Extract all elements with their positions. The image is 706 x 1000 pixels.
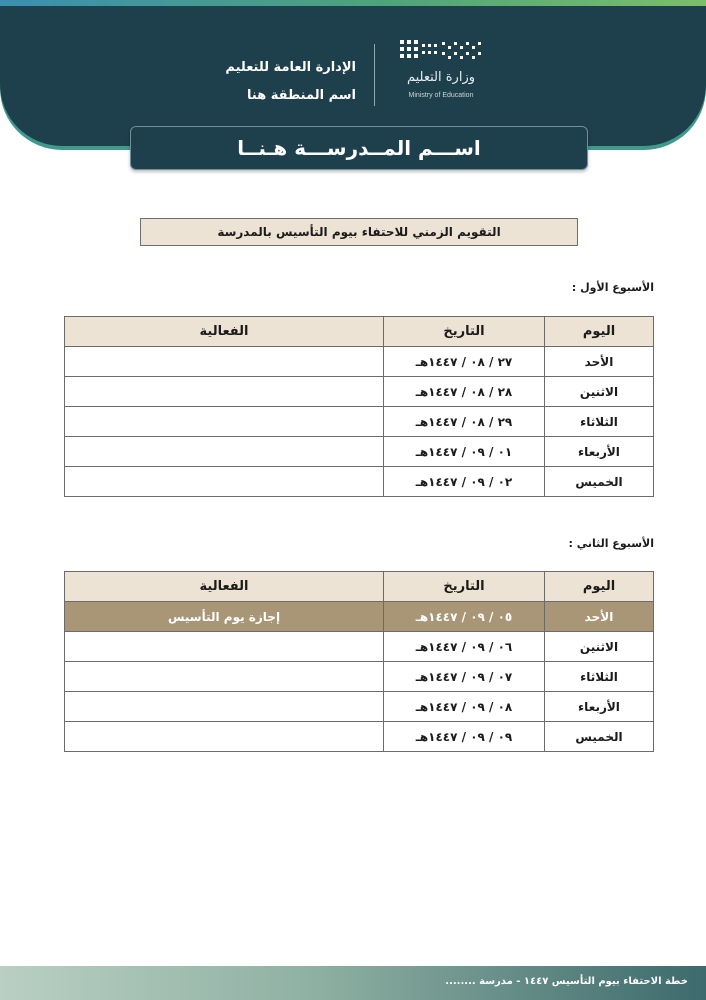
- table-row: [65, 377, 654, 407]
- activity-cell[interactable]: [65, 692, 384, 722]
- table-header-row: [65, 572, 654, 602]
- ministry-name-english: Ministry of Education: [408, 92, 474, 99]
- table-row: [65, 407, 654, 437]
- date-cell: ٠٨ / ٠٩ / ١٤٤٧هـ: [384, 692, 545, 722]
- date-cell: ٠٢ / ٠٩ / ١٤٤٧هـ: [384, 467, 545, 497]
- day-cell: الاثنين: [545, 632, 654, 662]
- week1-table: [64, 316, 654, 497]
- footer-text: خطة الاحتفاء بيوم التأسيس ١٤٤٧ - مدرسة ........: [445, 976, 688, 987]
- date-cell: ٠٩ / ٠٩ / ١٤٤٧هـ: [384, 722, 545, 752]
- date-cell: ٠٦ / ٠٩ / ١٤٤٧هـ: [384, 632, 545, 662]
- plan-title-text: التقويم الزمني للاحتفاء بيوم التأسيس بالمدرسة: [217, 225, 501, 239]
- table-row: [65, 467, 654, 497]
- activity-cell[interactable]: [65, 437, 384, 467]
- table-header-row: [65, 317, 654, 347]
- header-date: التاريخ: [384, 572, 545, 602]
- table-row: [65, 722, 654, 752]
- date-cell: ٢٨ / ٠٨ / ١٤٤٧هـ: [384, 377, 545, 407]
- activity-cell[interactable]: [65, 662, 384, 692]
- date-cell: ٠١ / ٠٩ / ١٤٤٧هـ: [384, 437, 545, 467]
- date-cell: ٢٧ / ٠٨ / ١٤٤٧هـ: [384, 347, 545, 377]
- school-name: اســـم المــدرســـة هـنــا: [237, 136, 481, 160]
- activity-cell[interactable]: [65, 632, 384, 662]
- admin-name: الإدارة العامة للتعليم: [225, 60, 356, 75]
- header-day: اليوم: [545, 317, 654, 347]
- day-cell: الثلاثاء: [545, 407, 654, 437]
- ministry-name-arabic: وزارة التعليم: [406, 70, 476, 85]
- activity-cell[interactable]: [65, 347, 384, 377]
- header-activity: الفعالية: [65, 572, 384, 602]
- week1-label: الأسبوع الأول :: [571, 281, 654, 294]
- page-header: [0, 6, 706, 146]
- activity-cell[interactable]: [65, 467, 384, 497]
- admin-block: [130, 54, 356, 110]
- week2-table: [64, 571, 654, 752]
- day-cell: الاثنين: [545, 377, 654, 407]
- activity-cell[interactable]: [65, 377, 384, 407]
- page-footer: [0, 966, 706, 1000]
- holiday-row: [65, 602, 654, 632]
- ministry-logo: [396, 36, 492, 108]
- header-day: اليوم: [545, 572, 654, 602]
- date-cell: ٢٩ / ٠٨ / ١٤٤٧هـ: [384, 407, 545, 437]
- table-row: [65, 347, 654, 377]
- day-cell: الخميس: [545, 467, 654, 497]
- day-cell: الأربعاء: [545, 437, 654, 467]
- plan-title: [140, 218, 578, 246]
- table-row: [65, 632, 654, 662]
- region-name: اسم المنطقة هنا: [247, 88, 356, 103]
- day-cell: الأربعاء: [545, 692, 654, 722]
- week2-label: الأسبوع الثاني :: [568, 537, 654, 550]
- table-row: [65, 692, 654, 722]
- day-cell: الأحد: [545, 347, 654, 377]
- day-cell: الأحد: [545, 602, 654, 632]
- day-cell: الخميس: [545, 722, 654, 752]
- ministry-dots-icon: [398, 36, 488, 66]
- header-date: التاريخ: [384, 317, 545, 347]
- school-name-box: [130, 126, 588, 170]
- day-cell: الثلاثاء: [545, 662, 654, 692]
- activity-cell[interactable]: إجازة يوم التأسيس: [65, 602, 384, 632]
- table-row: [65, 437, 654, 467]
- date-cell: ٠٥ / ٠٩ / ١٤٤٧هـ: [384, 602, 545, 632]
- activity-cell[interactable]: [65, 722, 384, 752]
- table-row: [65, 662, 654, 692]
- date-cell: ٠٧ / ٠٩ / ١٤٤٧هـ: [384, 662, 545, 692]
- header-activity: الفعالية: [65, 317, 384, 347]
- header-divider: [374, 44, 375, 106]
- activity-cell[interactable]: [65, 407, 384, 437]
